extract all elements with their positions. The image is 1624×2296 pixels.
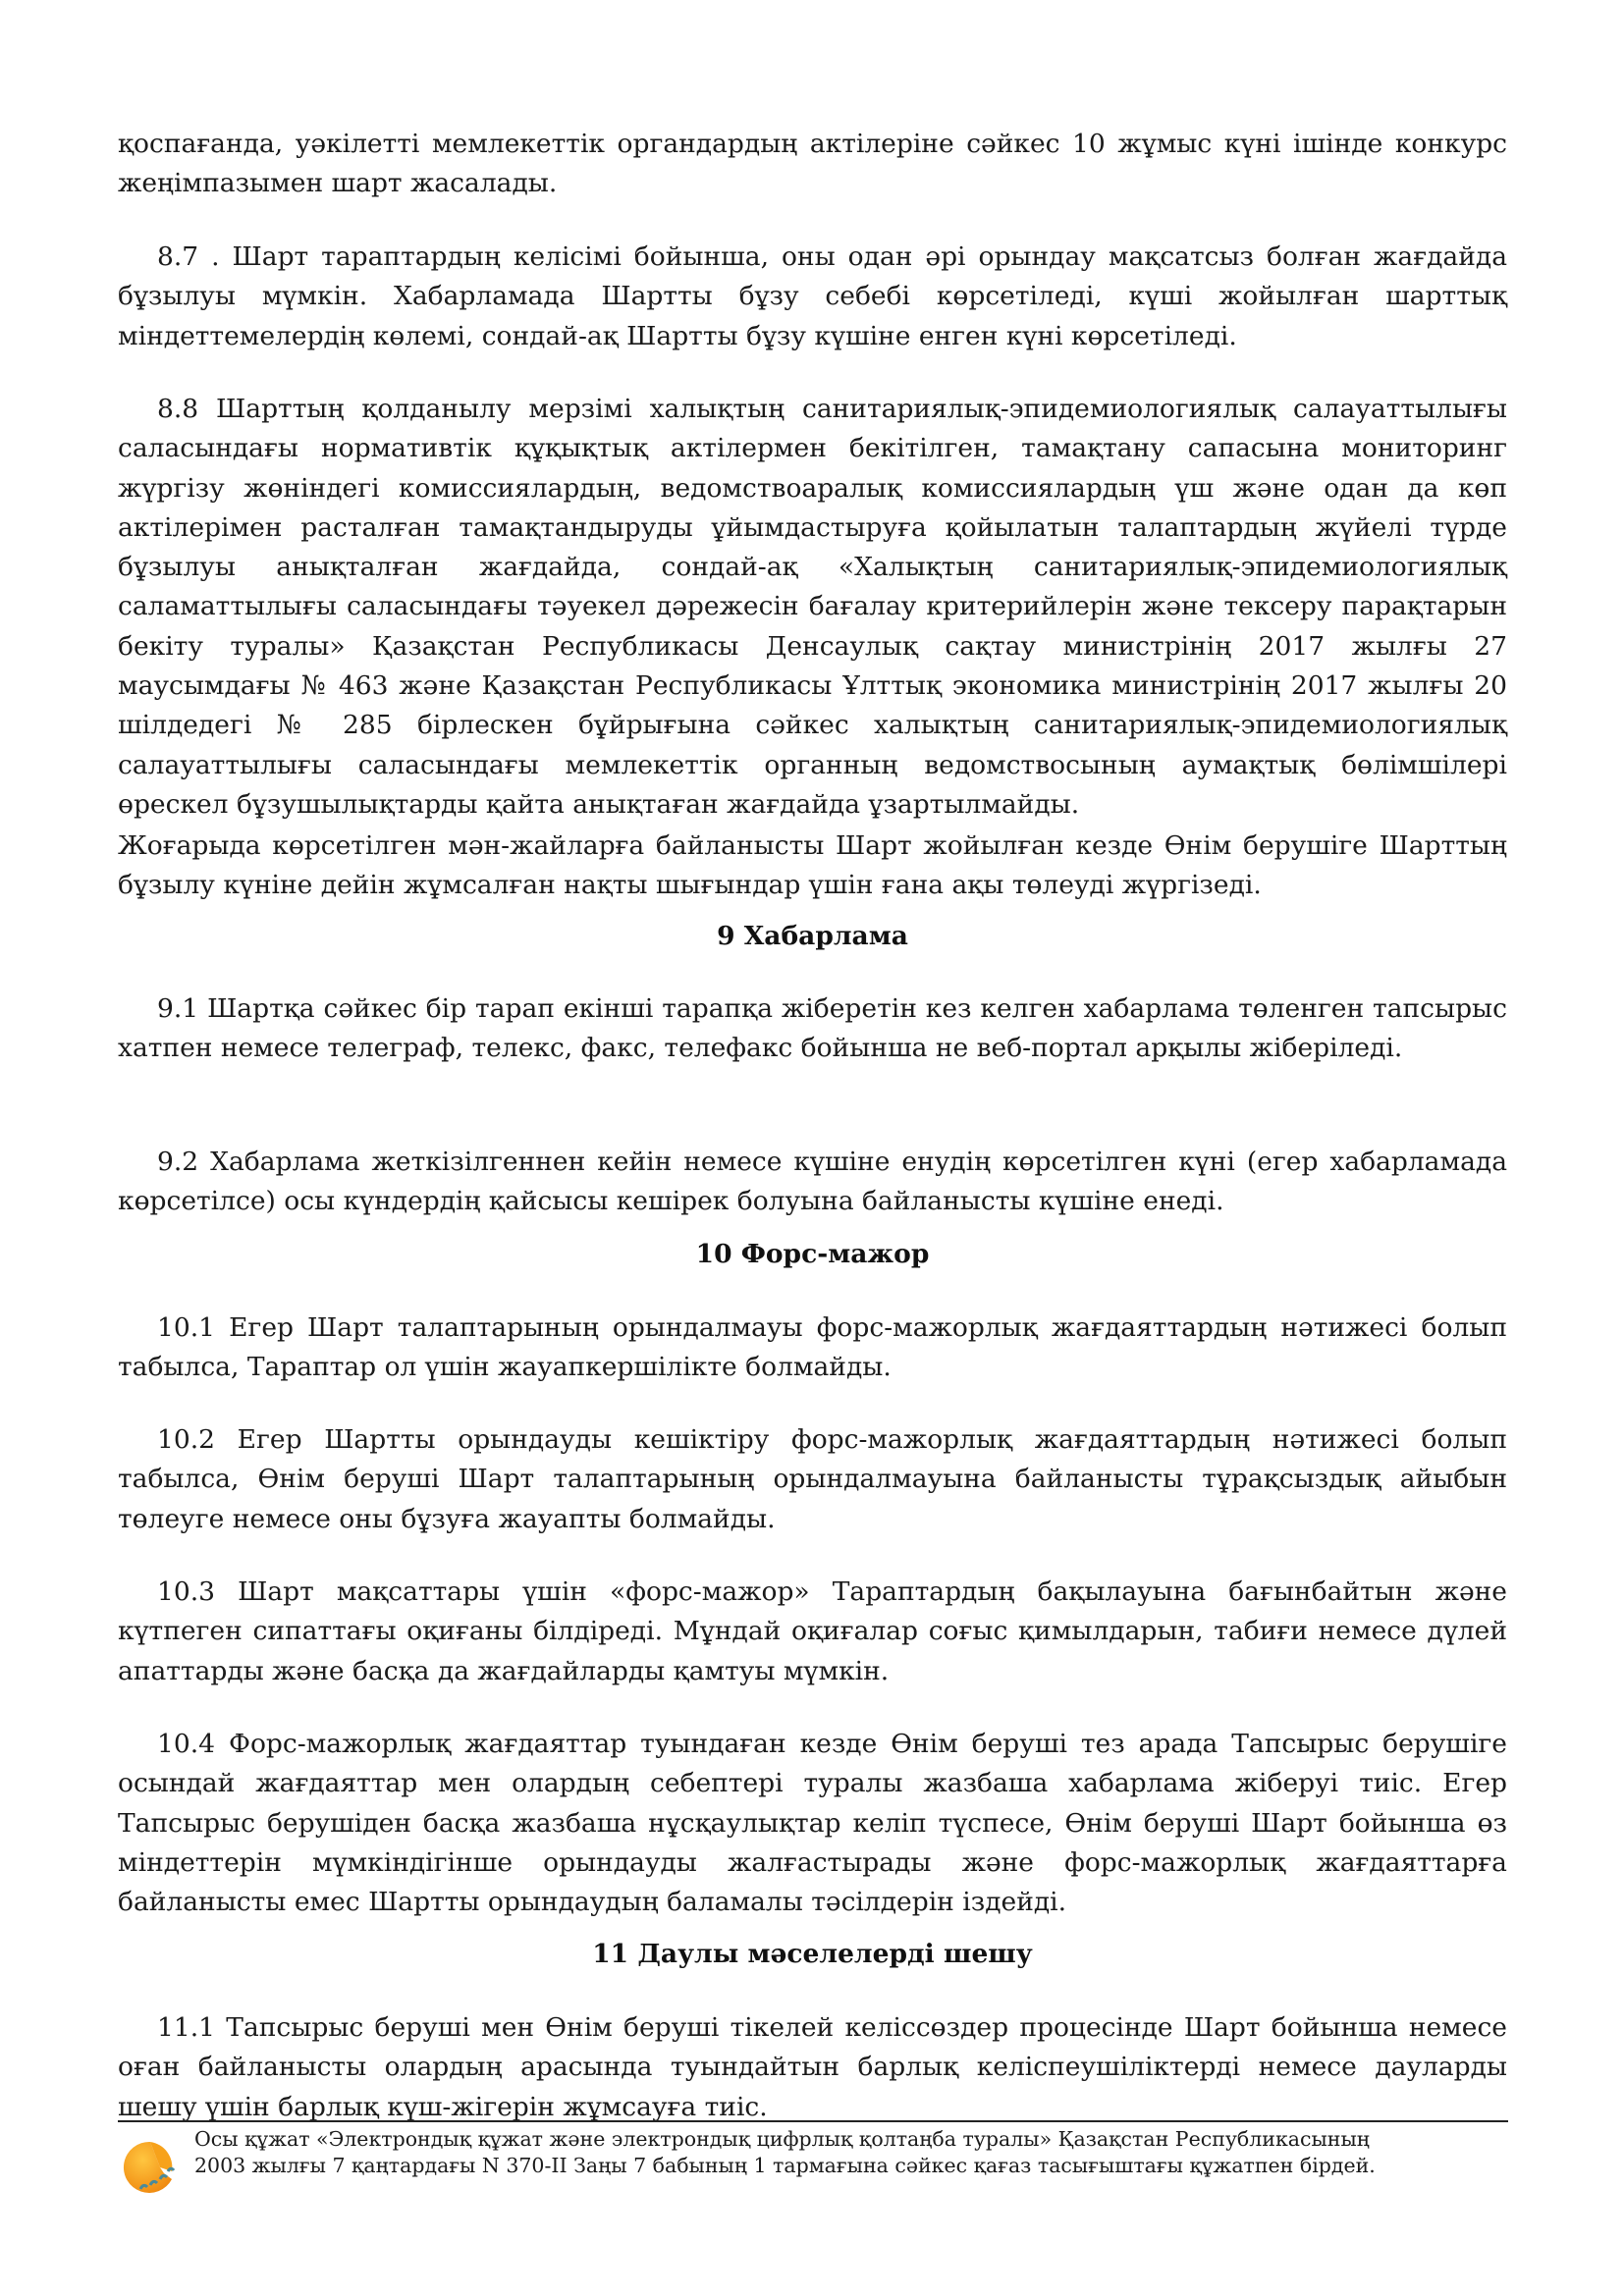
paragraph-10-1: 10.1 Егер Шарт талаптарының орындалмауы форс-мажорлық жағдаяттардың нәтижесі болып табылса, Тараптар ол үшін жауапкершілікте болмайды. xyxy=(118,1312,1507,1383)
paragraph-8-8: 8.8 Шарттың қолданылу мерзімі халықтың санитариялық-эпидемиологиялық салауаттылығы саласындағы нормативтік құқықтық актілермен бекітілген, тамақтану сапасына мониторинг жүргізу жөніндегі комиссиялардың, ведомствоаралық комиссиялардың үш және одан да көп актілерімен расталған тамақтандыруды ұйымдастыруға қойылатын талаптардың жүйелі түрде бұзылуы анықталған жағдайда, сондай-ақ «Халықтың санитариялық-эпидемиологиялық саламаттылығы саласындағы тәуекел дәрежесін бағалау критерийлерін және тексеру парақтарын бекіту туралы» Қазақстан Республикасы Денсаулық сақтау министрінің 2017 жылғы 27 маусымдағы № 463 және Қазақстан Республикасы Ұлттық экономика министрінің 2017 жылғы 20 шілдедегі № 285 бірлескен бұйрығына сәйкес халықтың санитариялық-эпидемиологиялық салауаттылығы саласындағы мемлекеттік органның ведомствосының аумақтық бөлімшілері өрескел бұзушылықтарды қайта анықтаған жағдайда ұзартылмайды. xyxy=(118,394,1507,820)
footer-legal-notice: Осы құжат «Электрондық құжат және электрондық цифрлық қолтаңба туралы» Қазақстан Республикасының 2003 жылғы 7 қаңтардағы N 370-II Заңы 7 бабының 1 тармағына сәйкес қағаз тасығыштағы құжатпен бірдей. xyxy=(194,2127,1376,2177)
paragraph-8-8-continuation: Жоғарыда көрсетілген мән-жайларға байланысты Шарт жойылған кезде Өнім берушіге Шарттың бұзылу күніне дейін жұмсалған нақты шығындар үшін ғана ақы төлеуді жүргізеді. xyxy=(118,830,1507,901)
paragraph-10-2: 10.2 Егер Шартты орындауды кешіктіру форс-мажорлық жағдаяттардың нәтижесі болып табылса, Өнім беруші Шарт талаптарының орындалмауына байланысты тұрақсыздық айыбын төлеуге немесе оны бұзуға жауапты болмайды. xyxy=(118,1424,1507,1534)
footer-divider xyxy=(118,2120,1508,2122)
section-heading-10: 10 Форс-мажор xyxy=(695,1239,930,1269)
paragraph-9-1: 9.1 Шартқа сәйкес бір тарап екінші тарапқа жіберетін кез келген хабарлама төленген тапсырыс хатпен немесе телеграф, телекс, факс, телефакс бойынша не веб-портал арқылы жіберіледі. xyxy=(118,993,1507,1064)
paragraph-9-2: 9.2 Хабарлама жеткізілгеннен кейін немесе күшіне енудің көрсетілген күні (егер хабарламада көрсетілсе) осы күндердің қайсысы кешірек болуына байланысты күшіне енеді. xyxy=(118,1147,1507,1217)
section-heading-9: 9 Хабарлама xyxy=(717,921,908,951)
paragraph-10-3: 10.3 Шарт мақсаттары үшін «форс-мажор» Тараптардың бақылауына бағынбайтын және күтпеген сипаттағы оқиғаны білдіреді. Мұндай оқиғалар соғыс қимылдарын, табиғи немесе дүлей апаттарды және басқа да жағдайларды қамтуы мүмкін. xyxy=(118,1576,1507,1686)
section-heading-11: 11 Даулы мәселелерді шешу xyxy=(592,1939,1033,1969)
paragraph-continuation: қоспағанда, уәкілетті мемлекеттік органдардың актілеріне сәйкес 10 жұмыс күні ішінде конкурс жеңімпазымен шарт жасалады. xyxy=(118,129,1507,199)
egov-sun-logo-icon xyxy=(121,2138,180,2197)
paragraph-10-4: 10.4 Форс-мажорлық жағдаяттар туындаған кезде Өнім беруші тез арада Тапсырыс берушіге осындай жағдаяттар мен олардың себептері туралы жазбаша хабарлама жіберуі тиіс. Егер Тапсырыс берушіден басқа жазбаша нұсқаулықтар келіп түспесе, Өнім беруші Шарт бойынша өз міндеттерін мүмкіндігінше орындауды жалғастырады және форс-мажорлық жағдаяттарға байланысты емес Шартты орындаудың баламалы тәсілдерін іздейді. xyxy=(118,1729,1507,1918)
paragraph-8-7: 8.7 . Шарт тараптардың келісімі бойынша, оны одан әрі орындау мақсатсыз болған жағдайда бұзылуы мүмкін. Хабарламада Шартты бұзу себебі көрсетіледі, күші жойылған шарттық міндеттемелердің көлемі, сондай-ақ Шартты бұзу күшіне енген күні көрсетіледі. xyxy=(118,241,1507,351)
paragraph-11-1: 11.1 Тапсырыс беруші мен Өнім беруші тікелей келіссөздер процесінде Шарт бойынша немесе оған байланысты олардың арасында туындайтын барлық келіспеушіліктерді немесе дауларды шешу үшін барлық күш-жігерін жұмсауға тиіс. xyxy=(118,2012,1507,2122)
